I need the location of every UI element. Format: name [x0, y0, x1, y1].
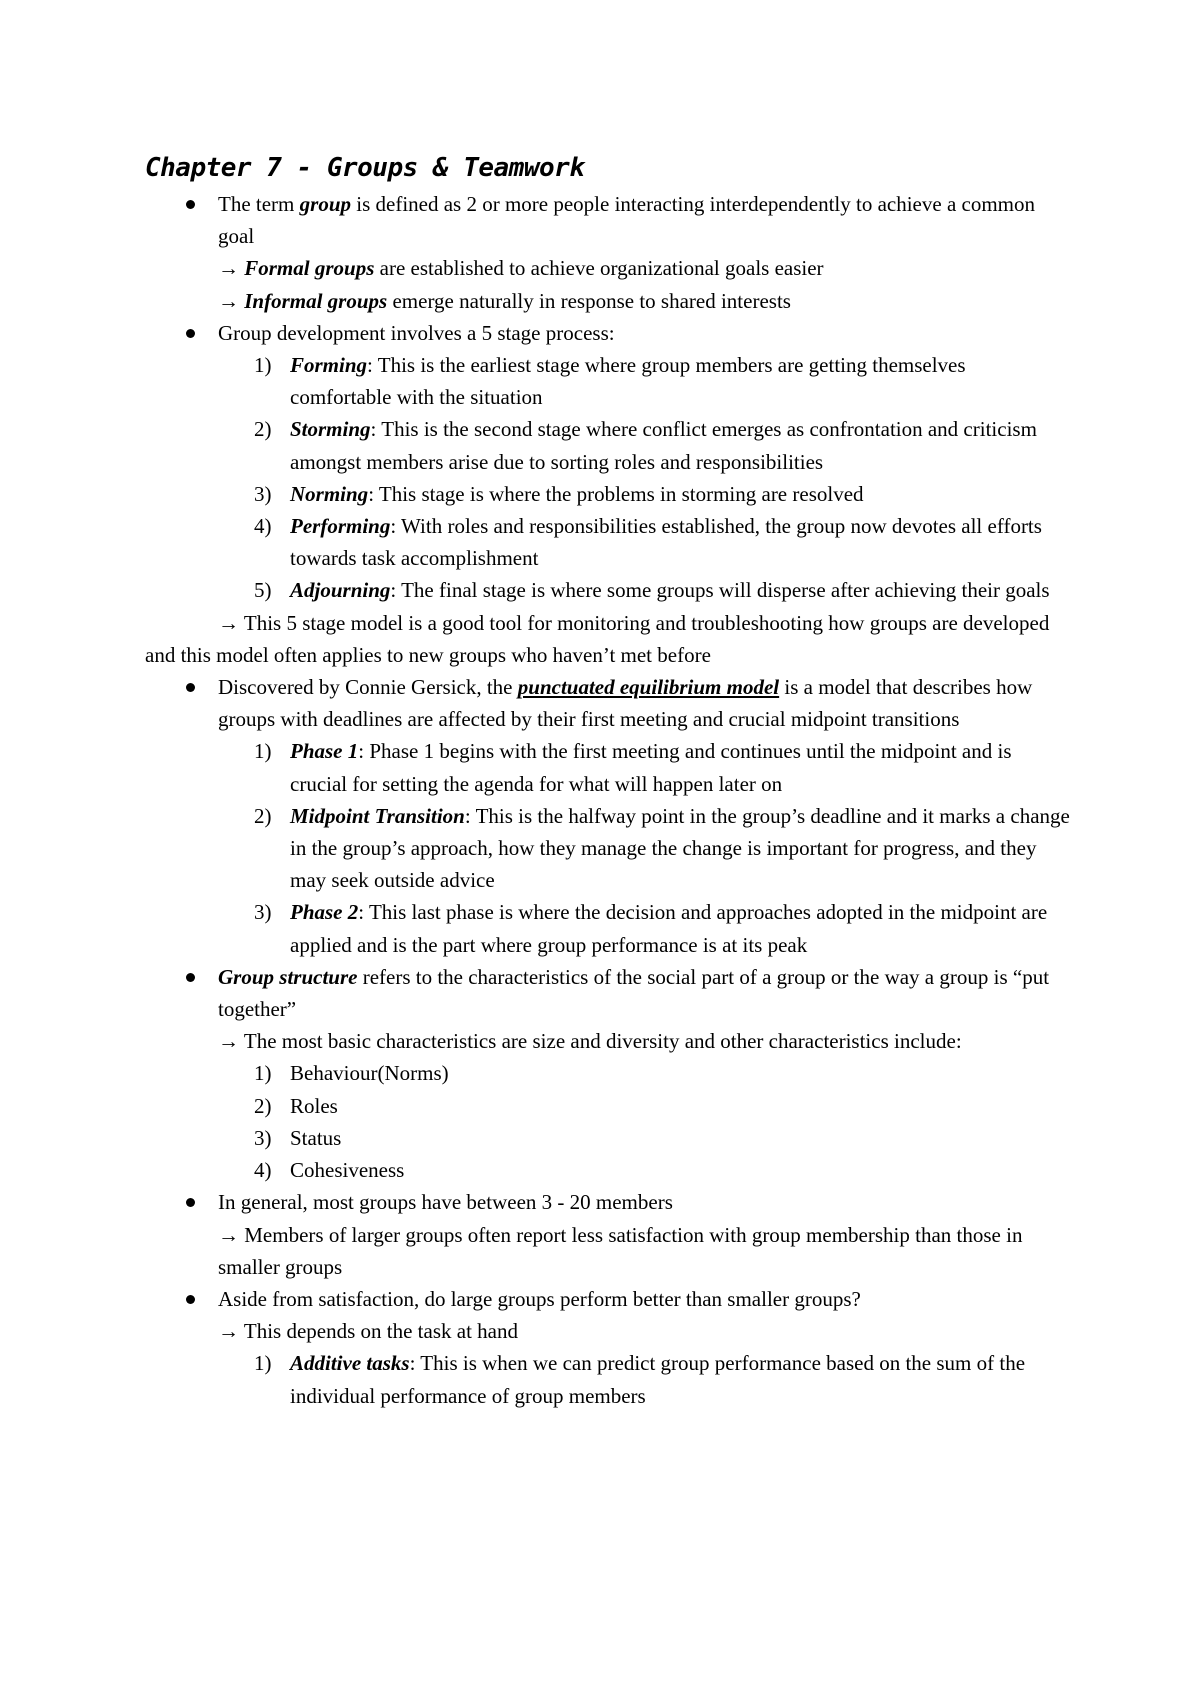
list-item-stage: 5) Adjourning: The final stage is where some groups will disperse after achieving their goals [254, 578, 1050, 603]
term-formal-groups: Formal groups [244, 256, 375, 281]
list-item-task: 1) Additive tasks: This is when we can predict group performance based on the sum of the individual performance of group members [254, 1351, 1026, 1408]
list-item-phase: 3) Phase 2: This last phase is where the decision and approaches adopted in the midpoint are applied and is the part where group performance is at its peak [254, 900, 1048, 957]
bullet-group-size: In general, most groups have between 3 - 20 members [0, 1186, 1064, 1218]
note-stage-model: → This 5 stage model is a good tool for monitoring and troubleshooting how groups are developed and this model often applies to new groups who haven’t met before [145, 610, 1050, 667]
page-title: Chapter 7 - Groups & Teamwork [145, 153, 585, 183]
list-item-stage: 3) Norming: This stage is where the problems in storming are resolved [254, 481, 864, 506]
list-item-stage: 1) Forming: This is the earliest stage where group members are getting themselves comfortable with the situation [254, 353, 966, 410]
note-formal-groups: → Formal groups are established to achieve organizational goals easier [218, 256, 824, 281]
list-item-characteristic: 3) Status [254, 1125, 342, 1150]
note-performance: → This depends on the task at hand [218, 1319, 518, 1344]
note-structure: → The most basic characteristics are size and diversity and other characteristics include: [218, 1029, 962, 1054]
bullet-group-development: Group development involves a 5 stage process: [0, 317, 1064, 349]
term-group: group [299, 192, 351, 216]
list-item-stage: 4) Performing: With roles and responsibilities established, the group now devotes all efforts towards task accomplishment [254, 514, 1042, 571]
list-item-characteristic: 4) Cohesiveness [254, 1158, 405, 1183]
term-informal-groups: Informal groups [244, 288, 388, 313]
bullet-group-performance: Aside from satisfaction, do large groups perform better than smaller groups? [0, 1283, 1064, 1315]
bullet-punctuated-equilibrium: Discovered by Connie Gersick, the punctuated equilibrium model is a model that describes how groups with deadlines are affected by their first meeting and crucial midpoint transitions [0, 671, 1064, 735]
term-punctuated-equilibrium: punctuated equilibrium model [517, 675, 780, 700]
note-group-size: → Members of larger groups often report less satisfaction with group membership than those in smaller groups [218, 1222, 1023, 1279]
note-informal-groups: → Informal groups emerge naturally in response to shared interests [218, 288, 791, 313]
list-item-phase: 2) Midpoint Transition: This is the halfway point in the group’s deadline and it marks a change in the group’s approach, how they manage the change is important for progress, and they may seek outside advice [254, 803, 1070, 893]
list-item-stage: 2) Storming: This is the second stage where conflict emerges as confrontation and criticism amongst members arise due to sorting roles and responsibilities [254, 417, 1037, 474]
list-item-characteristic: 1) Behaviour(Norms) [254, 1061, 449, 1086]
term-group-structure: Group structure [218, 964, 358, 989]
bullet-group-definition: The term group is defined as 2 or more people interacting interdependently to achieve a common goal [0, 188, 1064, 252]
notes-body [0, 188, 1200, 1412]
list-item-phase: 1) Phase 1: Phase 1 begins with the first meeting and continues until the midpoint and is crucial for setting the agenda for what will happen later on [254, 739, 1012, 796]
bullet-group-structure: Group structure refers to the characteristics of the social part of a group or the way a group is “put together” [0, 961, 1064, 1025]
list-item-characteristic: 2) Roles [254, 1093, 338, 1118]
